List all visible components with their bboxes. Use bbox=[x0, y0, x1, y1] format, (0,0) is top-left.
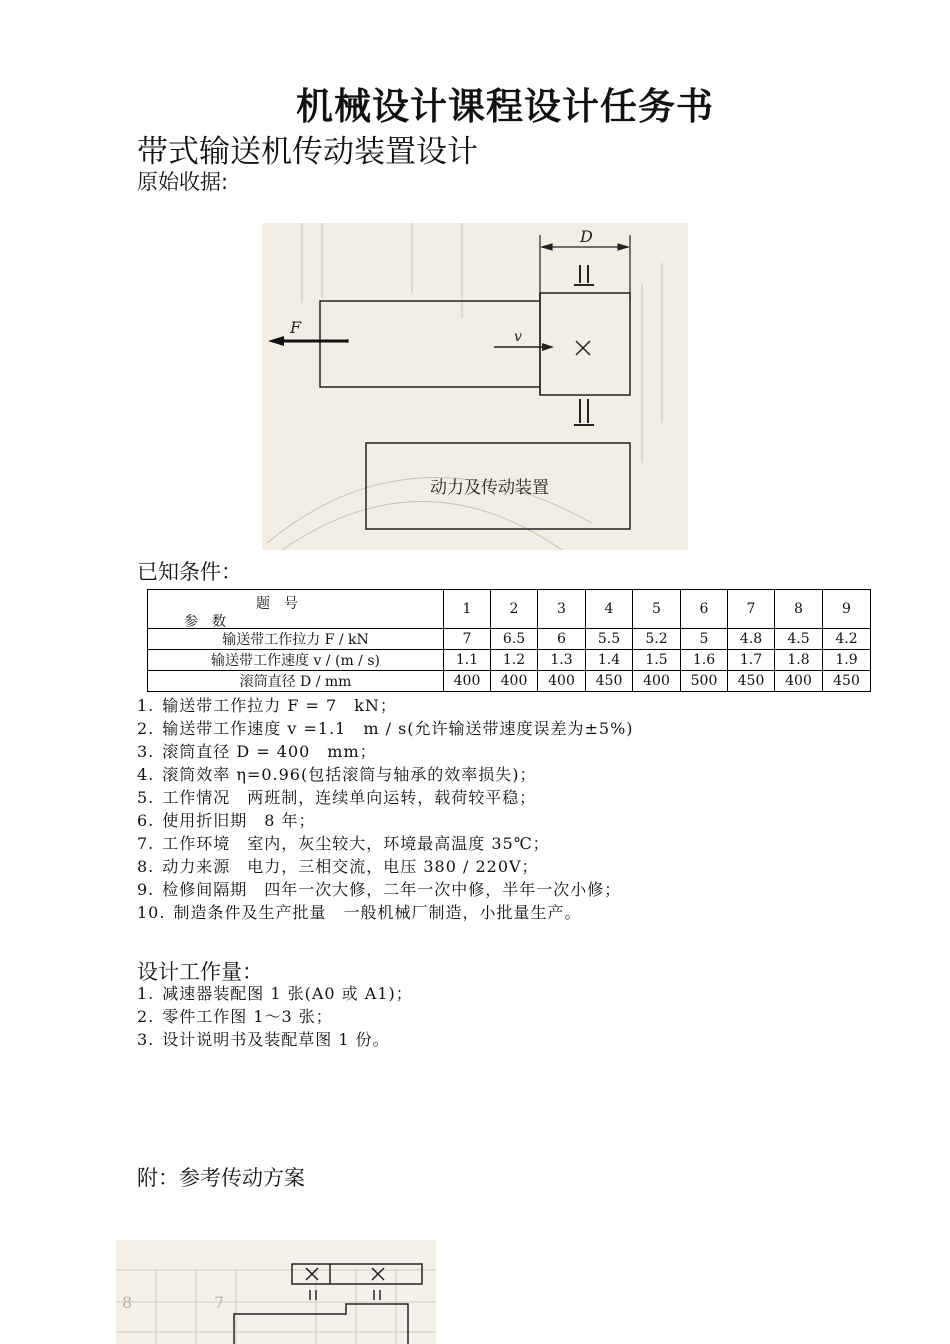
list-item-number: 2. bbox=[137, 719, 155, 738]
column-header: 1 bbox=[444, 590, 491, 629]
table-cell: 450 bbox=[728, 671, 775, 692]
list-item-text: 减速器装配图 1 张(A0 或 A1)； bbox=[162, 984, 413, 1003]
list-item bbox=[137, 855, 634, 878]
column-header: 9 bbox=[823, 590, 871, 629]
force-f-label: F bbox=[290, 318, 302, 337]
column-header: 2 bbox=[491, 590, 538, 629]
list-item-number: 1. bbox=[137, 984, 155, 1003]
list-item-number: 5. bbox=[137, 788, 155, 807]
list-item-text: 检修间隔期 四年一次大修，二年一次中修，半年一次小修； bbox=[162, 880, 622, 899]
column-header: 7 bbox=[728, 590, 775, 629]
table-cell: 7 bbox=[444, 629, 491, 650]
column-header: 8 bbox=[775, 590, 823, 629]
scan-number-mark: 7 bbox=[214, 1293, 225, 1312]
original-data-label: 原始收据: bbox=[137, 170, 229, 194]
table-cell: 1.7 bbox=[728, 650, 775, 671]
list-item bbox=[137, 809, 634, 832]
velocity-v-label: v bbox=[514, 329, 522, 345]
list-item-number: 9. bbox=[137, 880, 155, 899]
column-header: 6 bbox=[681, 590, 728, 629]
known-conditions-label: 已知条件： bbox=[137, 560, 242, 584]
table-cell: 400 bbox=[444, 671, 491, 692]
table-cell: 400 bbox=[633, 671, 681, 692]
list-item-text: 设计说明书及装配草图 1 份。 bbox=[162, 1030, 390, 1049]
table-cell: 1.8 bbox=[775, 650, 823, 671]
workload-list bbox=[137, 982, 413, 1051]
row-label: 滚筒直径 D / mm bbox=[148, 671, 444, 692]
table-cell: 6 bbox=[538, 629, 586, 650]
conditions-list bbox=[137, 694, 634, 924]
table-cell: 1.1 bbox=[444, 650, 491, 671]
table-cell: 1.5 bbox=[633, 650, 681, 671]
table-cell: 1.9 bbox=[823, 650, 871, 671]
dimension-d-label: D bbox=[580, 227, 593, 246]
header-param-label: 参数 bbox=[184, 614, 240, 630]
list-item-number: 3. bbox=[137, 1030, 155, 1049]
table-cell: 1.6 bbox=[681, 650, 728, 671]
list-item-text: 滚筒直径 D = 400 mm； bbox=[162, 742, 377, 761]
list-item bbox=[137, 717, 634, 740]
list-item bbox=[137, 901, 634, 924]
scan-number-mark: 8 bbox=[122, 1293, 133, 1312]
list-item-text: 滚筒效率 η=0.96(包括滚筒与轴承的效率损失)； bbox=[162, 765, 537, 784]
table-cell: 1.2 bbox=[491, 650, 538, 671]
list-item-number: 4. bbox=[137, 765, 155, 784]
list-item bbox=[137, 1005, 413, 1028]
list-item-number: 1. bbox=[137, 696, 155, 715]
table-cell: 400 bbox=[491, 671, 538, 692]
table-cell: 4.2 bbox=[823, 629, 871, 650]
table-row bbox=[148, 671, 871, 692]
list-item-text: 输送带工作速度 v =1.1 m / s(允许输送带速度误差为±5%) bbox=[162, 719, 634, 738]
list-item bbox=[137, 878, 634, 901]
list-item-text: 使用折旧期 8 年； bbox=[162, 811, 316, 830]
transmission-scheme-diagram bbox=[116, 1240, 436, 1344]
table-cell: 4.5 bbox=[775, 629, 823, 650]
list-item-number: 2. bbox=[137, 1007, 155, 1026]
list-item bbox=[137, 763, 634, 786]
workload-label: 设计工作量： bbox=[137, 960, 263, 984]
list-item-text: 工作环境 室内，灰尘较大，环境最高温度 35℃； bbox=[162, 834, 550, 853]
table-cell: 400 bbox=[775, 671, 823, 692]
table-corner-cell bbox=[148, 590, 444, 629]
page-subtitle: 带式输送机传动装置设计 bbox=[137, 134, 478, 170]
column-header: 4 bbox=[586, 590, 633, 629]
table-row bbox=[148, 650, 871, 671]
list-item-number: 6. bbox=[137, 811, 155, 830]
header-number-label: 题号 bbox=[256, 596, 312, 612]
list-item bbox=[137, 982, 413, 1005]
list-item bbox=[137, 786, 634, 809]
column-header: 3 bbox=[538, 590, 586, 629]
list-item-number: 8. bbox=[137, 857, 155, 876]
list-item-number: 10. bbox=[137, 903, 166, 922]
list-item-text: 零件工作图 1～3 张； bbox=[162, 1007, 333, 1026]
column-header: 5 bbox=[633, 590, 681, 629]
table-cell: 1.4 bbox=[586, 650, 633, 671]
row-label: 输送带工作速度 v / (m / s) bbox=[148, 650, 444, 671]
list-item-text: 动力来源 电力，三相交流，电压 380 / 220V； bbox=[162, 857, 539, 876]
row-label: 输送带工作拉力 F / kN bbox=[148, 629, 444, 650]
table-cell: 5.5 bbox=[586, 629, 633, 650]
table-cell: 500 bbox=[681, 671, 728, 692]
table-header-row bbox=[148, 590, 871, 629]
conveyor-diagram bbox=[262, 223, 688, 550]
table-cell: 6.5 bbox=[491, 629, 538, 650]
table-row bbox=[148, 629, 871, 650]
table-cell: 4.8 bbox=[728, 629, 775, 650]
list-item bbox=[137, 694, 634, 717]
list-item-text: 制造条件及生产批量 一般机械厂制造，小批量生产。 bbox=[173, 903, 582, 922]
parameter-table bbox=[147, 589, 871, 692]
table-cell: 5.2 bbox=[633, 629, 681, 650]
page-title: 机械设计课程设计任务书 bbox=[296, 85, 714, 128]
list-item-text: 输送带工作拉力 F = 7 kN； bbox=[162, 696, 397, 715]
table-cell: 1.3 bbox=[538, 650, 586, 671]
list-item-number: 7. bbox=[137, 834, 155, 853]
table-cell: 5 bbox=[681, 629, 728, 650]
list-item-text: 工作情况 两班制，连续单向运转，载荷较平稳； bbox=[162, 788, 537, 807]
appendix-label: 附：参考传动方案 bbox=[137, 1166, 305, 1190]
list-item-number: 3. bbox=[137, 742, 155, 761]
list-item bbox=[137, 740, 634, 763]
table-cell: 400 bbox=[538, 671, 586, 692]
table-cell: 450 bbox=[823, 671, 871, 692]
table-cell: 450 bbox=[586, 671, 633, 692]
drive-box-label: 动力及传动装置 bbox=[430, 478, 549, 498]
list-item bbox=[137, 1028, 413, 1051]
list-item bbox=[137, 832, 634, 855]
